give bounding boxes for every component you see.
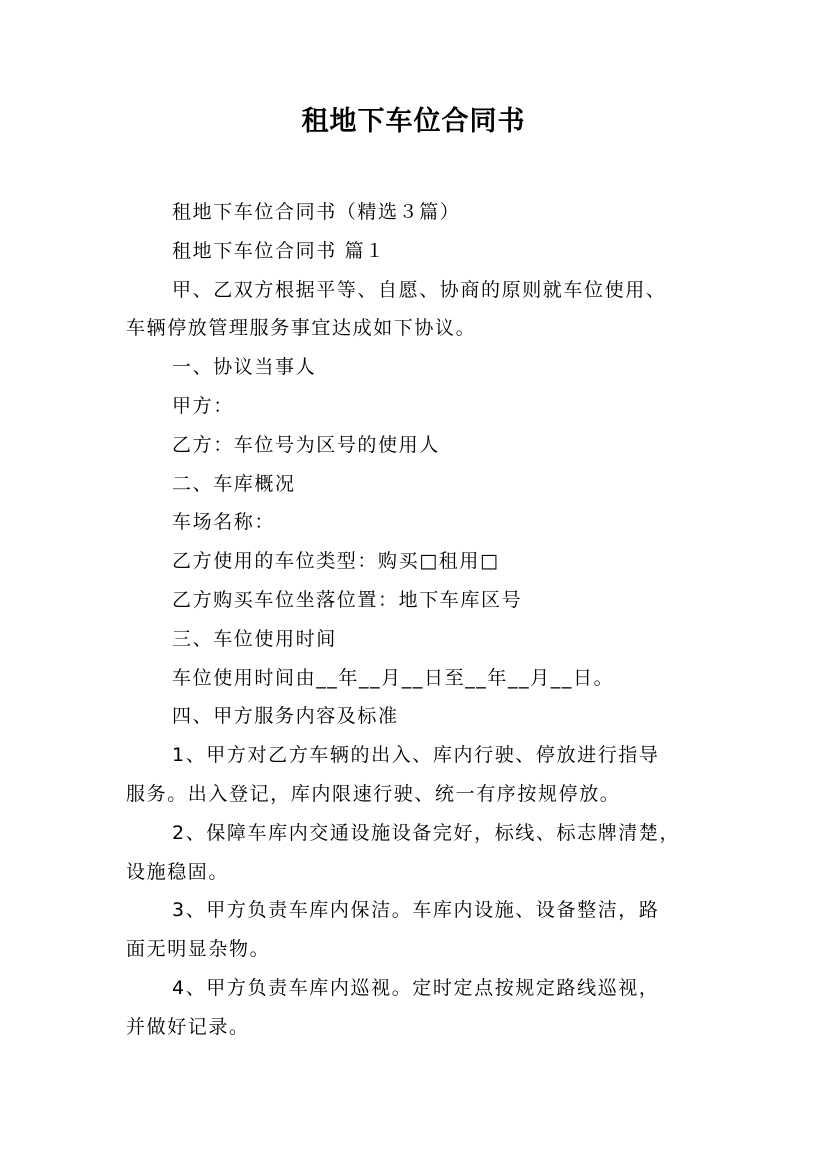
body-line: 2、保障车库内交通设施设备完好，标线、标志牌清楚， [172, 821, 681, 844]
body-line: 车辆停放管理服务事宜达成如下协议。 [126, 317, 477, 340]
body-line: 乙方：车位号为区号的使用人 [172, 433, 440, 456]
body-line: 车场名称： [172, 511, 276, 534]
body-line: 设施稳固。 [126, 860, 230, 883]
body-line: 租地下车位合同书 篇１ [172, 239, 386, 262]
body-line: 服务。出入登记，库内限速行驶、统一有序按规停放。 [126, 782, 621, 805]
document-body [126, 193, 716, 1047]
body-line: 甲、乙双方根据平等、自愿、协商的原则就车位使用、 [172, 278, 667, 301]
body-line: 甲方： [172, 394, 234, 417]
body-line: 二、车库概况 [172, 472, 296, 495]
body-line: 并做好记录。 [126, 1015, 250, 1038]
document-title: 租地下车位合同书 [301, 106, 526, 137]
body-line: 三、车位使用时间 [172, 627, 337, 650]
body-line: 1、甲方对乙方车辆的出入、库内行驶、停放进行指导 [172, 744, 660, 767]
body-line: 乙方使用的车位类型：购买□租用□ [172, 550, 500, 573]
body-line: 乙方购买车位坐落位置：地下车库区号 [172, 588, 523, 611]
body-line: 车位使用时间由__年__月__日至__年__月__日。 [172, 666, 615, 689]
body-line: 四、甲方服务内容及标准 [172, 705, 399, 728]
body-line: 一、协议当事人 [172, 356, 317, 379]
body-line: 面无明显杂物。 [126, 938, 271, 961]
body-line: 4、甲方负责车库内巡视。定时定点按规定路线巡视， [172, 976, 660, 999]
body-line: 3、甲方负责车库内保洁。车库内设施、设备整洁，路 [172, 899, 660, 922]
body-line: 租地下车位合同书（精选３篇） [172, 201, 461, 223]
